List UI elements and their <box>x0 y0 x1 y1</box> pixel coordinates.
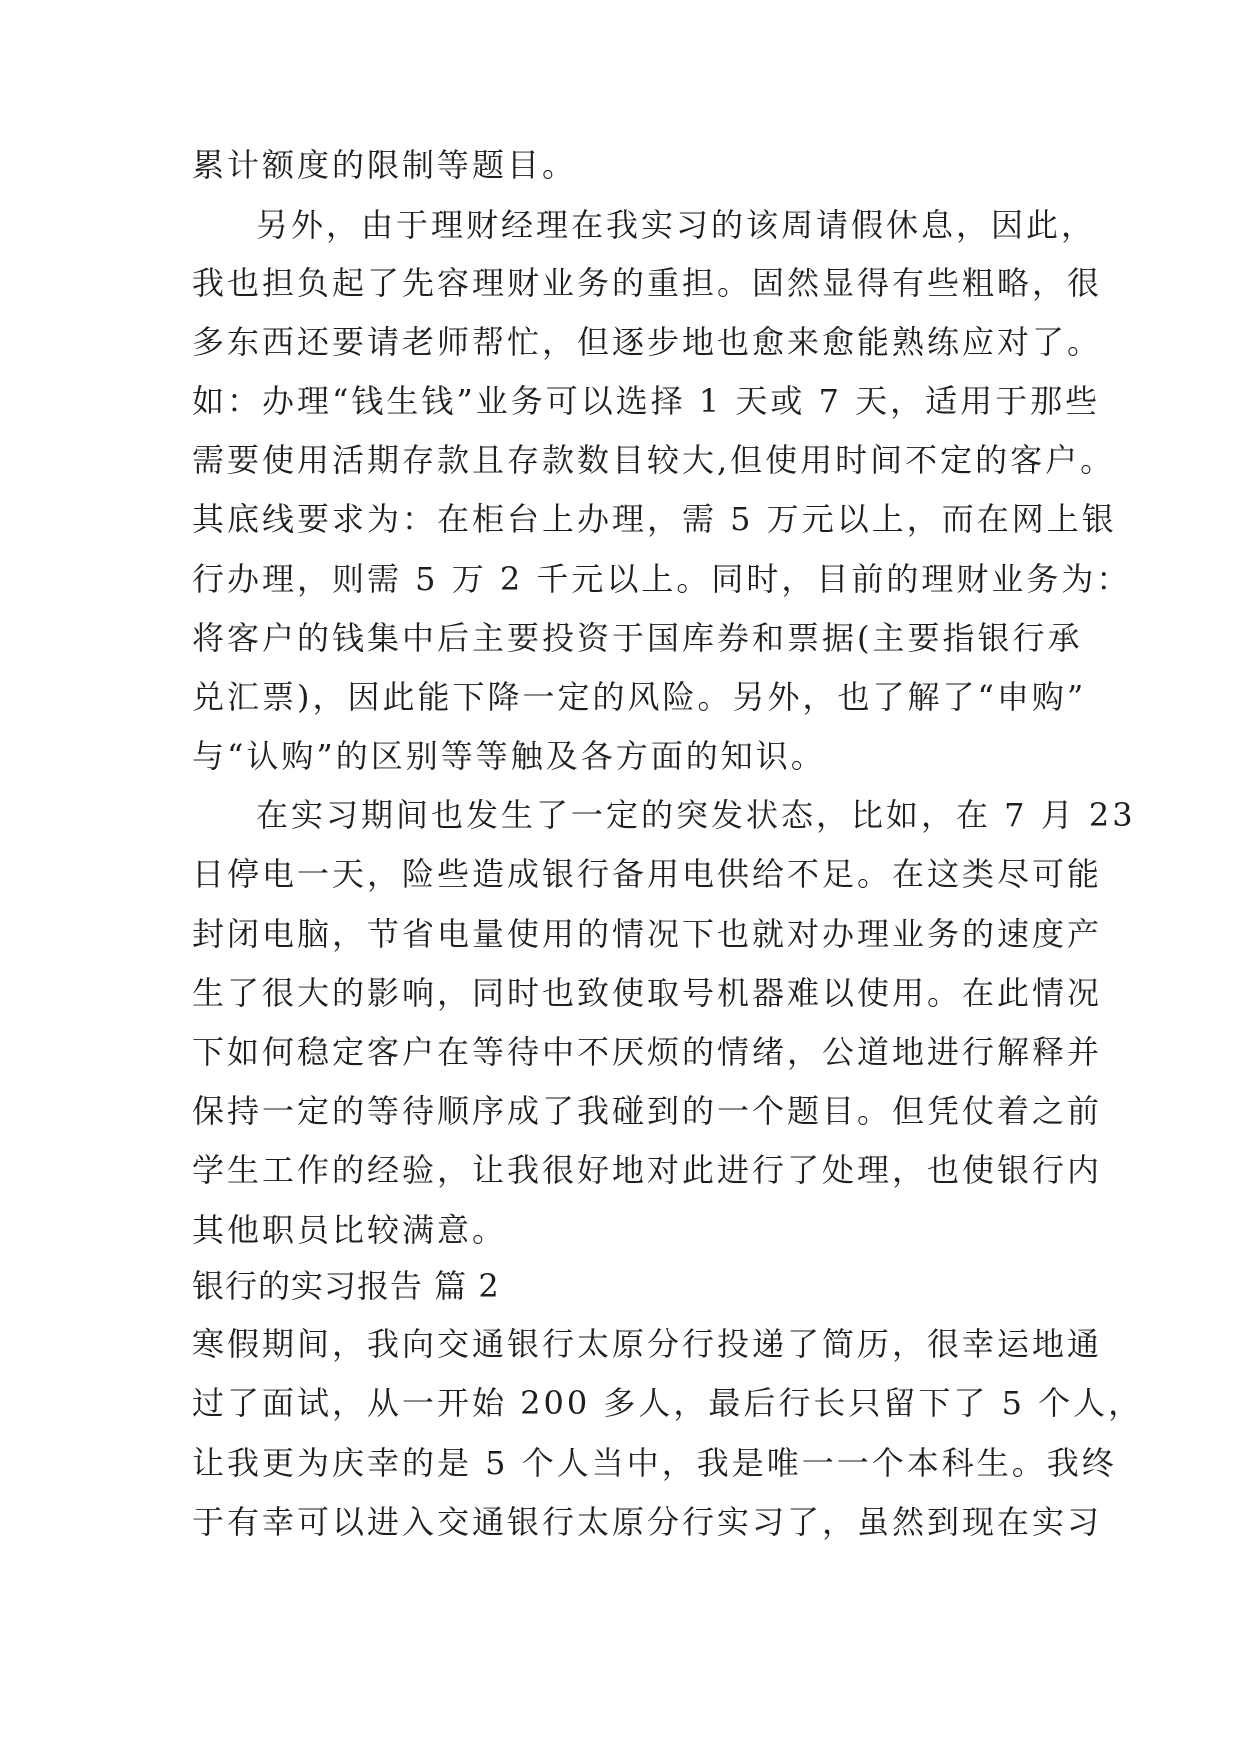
paragraph-line: 在实习期间也发生了一定的突发状态，比如，在 7 月 23 <box>256 796 1136 834</box>
paragraph-line: 累计额度的限制等题目。 <box>192 146 578 184</box>
paragraph-line: 于有幸可以进入交通银行太原分行实习了，虽然到现在实习 <box>192 1503 1103 1541</box>
paragraph-line: 寒假期间，我向交通银行太原分行投递了简历，很幸运地通 <box>192 1325 1103 1363</box>
paragraph-line: 日停电一天，险些造成银行备用电供给不足。在这类尽可能 <box>192 855 1103 893</box>
paragraph-line: 其他职员比较满意。 <box>192 1211 508 1249</box>
paragraph-line: 与“认购”的区别等等触及各方面的知识。 <box>192 737 826 775</box>
paragraph-line: 兑汇票)，因此能下降一定的风险。另外，也了解了“申购” <box>192 678 1087 716</box>
paragraph-line: 多东西还要请老师帮忙，但逐步地也愈来愈能熟练应对了。 <box>192 323 1103 361</box>
paragraph-line: 让我更为庆幸的是 5 个人当中，我是唯一一个本科生。我终 <box>192 1444 1117 1482</box>
paragraph-line: 行办理，则需 5 万 2 千元以上。同时，目前的理财业务为： <box>192 560 1132 598</box>
paragraph-line: 如：办理“钱生钱”业务可以选择 1 天或 7 天，适用于那些 <box>192 382 1101 420</box>
paragraph-line: 封闭电脑，节省电量使用的情况下也就对办理业务的速度产 <box>192 915 1103 953</box>
paragraph-line: 过了面试，从一开始 200 多人，最后行长只留下了 5 个人， <box>192 1384 1144 1422</box>
paragraph-line: 下如何稳定客户在等待中不厌烦的情绪，公道地进行解释并 <box>192 1033 1103 1071</box>
paragraph-line: 另外，由于理财经理在我实习的该周请假休息，因此， <box>256 206 1097 244</box>
paragraph-line: 学生工作的经验，让我很好地对此进行了处理，也使银行内 <box>192 1151 1103 1189</box>
paragraph-line: 我也担负起了先容理财业务的重担。固然显得有些粗略，很 <box>192 264 1103 302</box>
paragraph-line: 其底线要求为：在柜台上办理，需 5 万元以上，而在网上银 <box>192 500 1117 538</box>
paragraph-line: 生了很大的影响，同时也致使取号机器难以使用。在此情况 <box>192 974 1103 1012</box>
section-heading: 银行的实习报告 篇 2 <box>192 1267 500 1305</box>
paragraph-line: 需要使用活期存款且存款数目较大,但使用时间不定的客户。 <box>192 441 1116 479</box>
paragraph-line: 保持一定的等待顺序成了我碰到的一个题目。但凭仗着之前 <box>192 1092 1103 1130</box>
paragraph-line: 将客户的钱集中后主要投资于国库券和票据(主要指银行承 <box>192 619 1083 657</box>
